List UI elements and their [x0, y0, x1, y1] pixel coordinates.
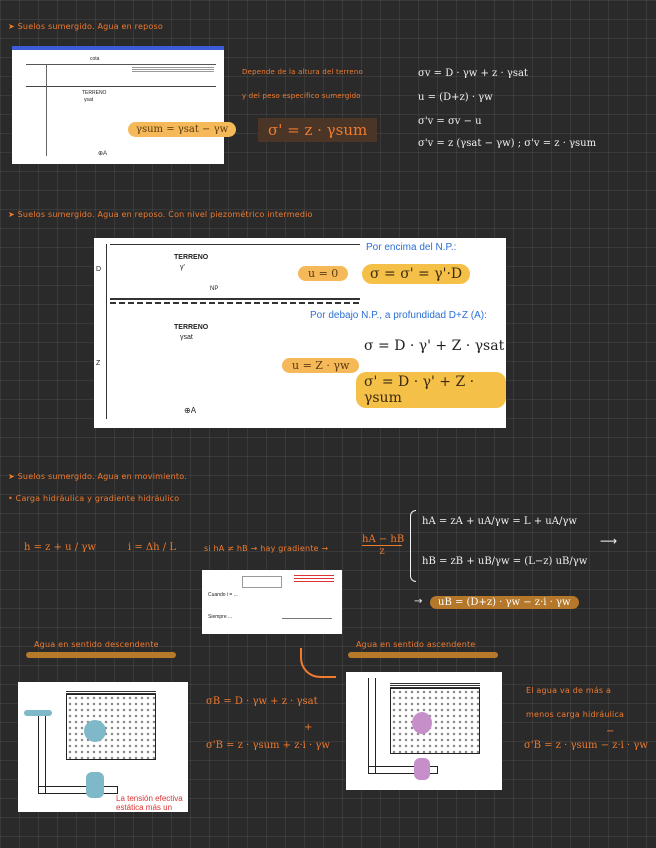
dimension-line	[106, 244, 107, 419]
ground-line	[110, 244, 360, 245]
gamma-top-label: γ'	[180, 264, 185, 271]
down-sigma-total: σB = D · γw + z · γsat	[206, 696, 318, 707]
terrain-line	[26, 86, 216, 87]
soil-column	[66, 694, 156, 760]
section3-subheading: • Carga hidráulica y gradiente hidráulico	[8, 494, 180, 503]
upward-flow-diagram	[346, 672, 502, 790]
diagram-label-gamma: γsat	[84, 97, 94, 103]
result-arrow-icon: →	[414, 596, 423, 607]
standpipe	[38, 714, 46, 794]
pipe-bottom	[38, 786, 118, 794]
water-hatch	[132, 66, 214, 72]
upward-flow-label: Agua en sentido ascendente	[356, 640, 476, 649]
small-note-text-1: Cuando i = ...	[208, 592, 238, 598]
eq-sigma-eff-expanded: σ'v = z (γsat − γw) ; σ'v = z · γsum	[418, 138, 597, 149]
bullet-icon: •	[8, 494, 13, 503]
depth-axis	[46, 64, 47, 156]
arrow-marker-icon: ➤	[8, 22, 15, 31]
brace-icon	[410, 510, 416, 582]
note-line	[282, 618, 332, 619]
purple-highlight	[412, 712, 432, 734]
note-line-2: y del peso específico sumergido	[242, 92, 361, 100]
water-level-mark	[24, 710, 52, 716]
water-surface	[66, 690, 156, 694]
downward-flow-diagram	[18, 682, 188, 812]
downward-flow-label: Agua en sentido descendente	[34, 640, 159, 649]
arrow-marker-icon: ➤	[8, 472, 15, 481]
eq-sigma-eff: σ'v = σv − u	[418, 116, 482, 127]
ratio-denominator: z	[362, 545, 402, 557]
down-caption-1: La tensión efectiva	[116, 794, 183, 803]
terrain-top-label: TERRENO	[174, 254, 209, 261]
eq-sigma-v: σv = D · γw + z · γsat	[418, 68, 528, 79]
point-marker-icon: ⊕	[98, 151, 104, 157]
note-formula: σ' = z · γsum	[258, 118, 377, 142]
gamma-sum-formula: γsum = γsat − γw	[128, 122, 236, 137]
soil-column-up	[390, 688, 480, 754]
h-formula: h = z + u / γw	[24, 542, 96, 553]
curved-arrow-icon	[300, 648, 336, 678]
section1-diagram	[12, 46, 229, 164]
above-np-label: Por encima del N.P.:	[366, 242, 457, 253]
below-np-label: Por debajo N.P., a profundidad D+Z (A):	[310, 310, 487, 321]
hB-equation: hB = zB + uB/γw = (L−z) uB/γw	[422, 556, 588, 567]
section3-heading: ➤ Suelos sumergido. Agua en movimiento.	[8, 472, 187, 481]
down-sigma-eff: σ'B = z · γsum + z·i · γw	[206, 740, 330, 751]
up-note-2: menos carga hidráulica	[526, 710, 625, 719]
u-below-formula: u = Z · γw	[282, 358, 359, 373]
sigma-eff-formula: σ' = D · γ' + Z · γsum	[356, 372, 506, 408]
diagram-top-bar	[12, 46, 224, 50]
ratio-formula	[362, 534, 405, 557]
i-formula: i = Δh / L	[128, 542, 176, 553]
downward-label-underline	[26, 652, 176, 658]
eq-u: u = (D+z) · γw	[418, 92, 493, 103]
terrain-bottom-label: TERRENO	[174, 324, 209, 331]
point-marker-icon: ⊕	[184, 406, 191, 415]
down-caption-2: estática más un	[116, 803, 173, 812]
np-dashed-line	[110, 302, 360, 304]
up-sigma-eff: σ'B = z · γsum − z·i · γw	[524, 740, 648, 751]
standpipe-up	[368, 678, 376, 774]
dim-z-label: Z	[96, 360, 101, 367]
blue-highlight-bottom	[86, 772, 104, 798]
blue-highlight	[84, 720, 106, 742]
hA-equation: hA = zA + uA/γw = L + uA/γw	[422, 516, 577, 527]
gradient-condition: si hA ≠ hB → hay gradiente →	[204, 544, 329, 553]
note-red-marks	[294, 574, 334, 582]
water-level-line	[26, 64, 216, 65]
arrow-marker-icon: ➤	[8, 210, 15, 219]
point-a: ⊕A	[98, 151, 108, 157]
note-line-1: Depende de la altura del terreno	[242, 68, 363, 76]
up-note-1: El agua va de más a	[526, 686, 612, 695]
section1-heading: ➤ Suelos sumergido. Agua en reposo	[8, 22, 163, 31]
small-note-image	[202, 570, 342, 634]
gamma-bottom-label: γsat	[180, 334, 193, 341]
right-arrow-icon: ⟶	[600, 534, 618, 548]
point-a-2: ⊕A	[184, 406, 197, 415]
section2-diagram	[94, 238, 506, 428]
diagram-label-top: cota	[90, 56, 100, 62]
note-box-1	[242, 576, 282, 588]
minus-sign: −	[606, 726, 615, 737]
sigma-total-formula: σ = D · γ' + Z · γsat	[364, 338, 505, 354]
purple-highlight-bottom	[414, 758, 430, 780]
small-note-text-2: Siempre ...	[208, 614, 233, 620]
water-surface-up	[390, 682, 480, 688]
sigma-above-formula: σ = σ' = γ'·D	[362, 264, 470, 284]
ratio-numerator: hA − hB	[362, 534, 405, 545]
diagram-label-terrain: TERRENO	[82, 90, 107, 96]
section2-heading: ➤ Suelos sumergido. Agua en reposo. Con nivel piezométrico intermedio	[8, 210, 313, 219]
np-label: NP	[210, 286, 219, 292]
dim-d-label: D	[96, 266, 102, 273]
uB-result: uB = (D+z) · γw − z·i · γw	[430, 596, 579, 609]
plus-sign: +	[304, 722, 313, 733]
upward-label-underline	[348, 652, 498, 658]
u-above-formula: u = 0	[298, 266, 348, 281]
np-line	[110, 298, 360, 300]
